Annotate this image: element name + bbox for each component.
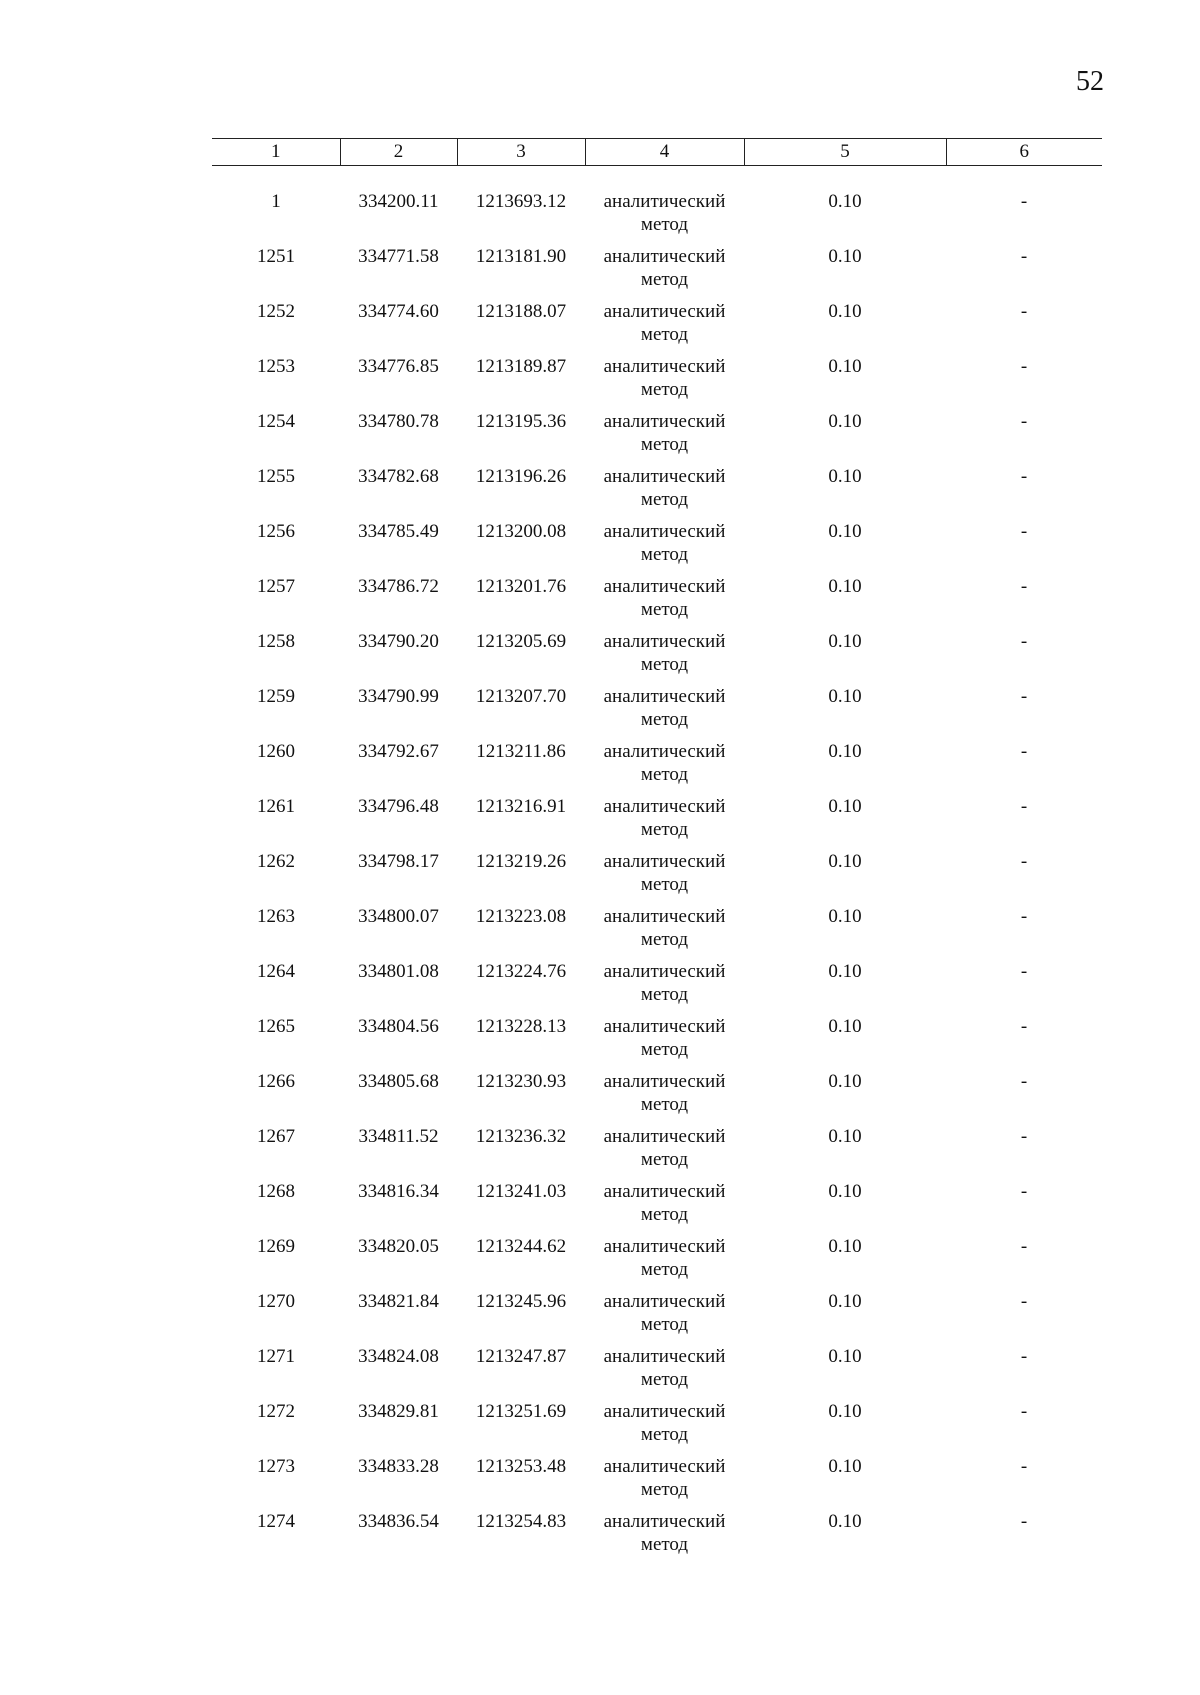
point-number-cell: 1268	[257, 1181, 295, 1202]
x-coordinate-cell: 334790.99	[358, 686, 439, 707]
method-cell	[585, 1455, 744, 1510]
y-coordinate-cell: 1213228.13	[475, 1016, 567, 1037]
x-coordinate-cell: 334774.60	[358, 301, 439, 322]
column-header: 3	[457, 139, 585, 166]
method-line-2: метод	[640, 269, 689, 290]
column-header: 2	[340, 139, 457, 166]
method-line-2: метод	[640, 1149, 689, 1170]
table-row	[212, 300, 1102, 355]
x-coordinate-cell: 334821.84	[358, 1291, 439, 1312]
method-line-2: метод	[640, 1534, 689, 1555]
point-number-cell: 1259	[257, 686, 295, 707]
point-number-cell: 1270	[257, 1291, 295, 1312]
point-number-cell: 1254	[257, 411, 295, 432]
accuracy-cell: 0.10	[828, 686, 862, 707]
x-coordinate-cell: 334796.48	[358, 796, 439, 817]
description-cell: -	[1020, 1291, 1028, 1312]
table-row	[212, 190, 1102, 245]
description-cell: -	[1020, 1126, 1028, 1147]
method-line-1: аналитический	[603, 576, 726, 597]
y-coordinate-cell: 1213254.83	[475, 1511, 567, 1532]
table-row	[212, 1125, 1102, 1180]
method-line-1: аналитический	[603, 741, 726, 762]
method-line-1: аналитический	[603, 631, 726, 652]
table-row	[212, 1510, 1102, 1565]
y-coordinate-cell: 1213241.03	[475, 1181, 567, 1202]
description-cell: -	[1020, 246, 1028, 267]
point-number-cell: 1265	[257, 1016, 295, 1037]
table-row	[212, 520, 1102, 575]
point-number-cell: 1262	[257, 851, 295, 872]
point-number-cell: 1271	[257, 1346, 295, 1367]
method-cell	[585, 355, 744, 410]
description-cell: -	[1020, 301, 1028, 322]
table-row	[212, 245, 1102, 300]
table-row	[212, 1070, 1102, 1125]
method-line-1: аналитический	[603, 191, 726, 212]
table-row	[212, 1345, 1102, 1400]
method-line-2: метод	[640, 1039, 689, 1060]
method-cell	[585, 245, 744, 300]
method-cell	[585, 575, 744, 630]
y-coordinate-cell: 1213216.91	[475, 796, 567, 817]
x-coordinate-cell: 334804.56	[358, 1016, 439, 1037]
description-cell: -	[1020, 796, 1028, 817]
table-row	[212, 410, 1102, 465]
method-line-1: аналитический	[603, 851, 726, 872]
y-coordinate-cell: 1213181.90	[475, 246, 567, 267]
point-number-cell: 1252	[257, 301, 295, 322]
method-line-2: метод	[640, 654, 689, 675]
y-coordinate-cell: 1213244.62	[475, 1236, 567, 1257]
table-row	[212, 795, 1102, 850]
method-line-1: аналитический	[603, 686, 726, 707]
description-cell: -	[1020, 191, 1028, 212]
method-line-1: аналитический	[603, 906, 726, 927]
y-coordinate-cell: 1213188.07	[475, 301, 567, 322]
y-coordinate-cell: 1213200.08	[475, 521, 567, 542]
point-number-cell: 1273	[257, 1456, 295, 1477]
point-number-cell: 1260	[257, 741, 295, 762]
method-line-1: аналитический	[603, 1126, 726, 1147]
column-header: 5	[744, 139, 946, 166]
method-cell	[585, 960, 744, 1015]
x-coordinate-cell: 334792.67	[358, 741, 439, 762]
method-cell	[585, 300, 744, 355]
method-line-2: метод	[640, 1204, 689, 1225]
method-line-2: метод	[640, 1259, 689, 1280]
point-number-cell: 1269	[257, 1236, 295, 1257]
method-cell	[585, 1125, 744, 1180]
method-cell	[585, 1070, 744, 1125]
y-coordinate-cell: 1213219.26	[475, 851, 567, 872]
table-row	[212, 1235, 1102, 1290]
x-coordinate-cell: 334800.07	[358, 906, 439, 927]
x-coordinate-cell: 334785.49	[358, 521, 439, 542]
method-cell	[585, 190, 744, 245]
method-line-2: метод	[640, 1479, 689, 1500]
description-cell: -	[1020, 1016, 1028, 1037]
method-line-2: метод	[640, 434, 689, 455]
table-row	[212, 685, 1102, 740]
y-coordinate-cell: 1213230.93	[475, 1071, 567, 1092]
method-line-2: метод	[640, 489, 689, 510]
x-coordinate-cell: 334836.54	[358, 1511, 439, 1532]
point-number-cell: 1258	[257, 631, 295, 652]
method-line-2: метод	[640, 599, 689, 620]
description-cell: -	[1020, 521, 1028, 542]
method-line-2: метод	[640, 1314, 689, 1335]
table-row	[212, 1400, 1102, 1455]
method-cell	[585, 410, 744, 465]
method-line-2: метод	[640, 874, 689, 895]
x-coordinate-cell: 334786.72	[358, 576, 439, 597]
description-cell: -	[1020, 576, 1028, 597]
method-line-1: аналитический	[603, 466, 726, 487]
method-cell	[585, 1015, 744, 1070]
column-header: 6	[946, 139, 1102, 166]
table-row	[212, 1290, 1102, 1345]
accuracy-cell: 0.10	[828, 1291, 862, 1312]
accuracy-cell: 0.10	[828, 466, 862, 487]
accuracy-cell: 0.10	[828, 906, 862, 927]
method-line-2: метод	[640, 544, 689, 565]
method-line-2: метод	[640, 984, 689, 1005]
accuracy-cell: 0.10	[828, 1346, 862, 1367]
point-number-cell: 1	[271, 191, 281, 212]
method-line-1: аналитический	[603, 1181, 726, 1202]
description-cell: -	[1020, 631, 1028, 652]
method-cell	[585, 1290, 744, 1345]
y-coordinate-cell: 1213247.87	[475, 1346, 567, 1367]
table-row	[212, 355, 1102, 410]
method-cell	[585, 465, 744, 520]
method-line-2: метод	[640, 214, 689, 235]
y-coordinate-cell: 1213211.86	[476, 741, 566, 762]
method-line-1: аналитический	[603, 1456, 726, 1477]
method-line-1: аналитический	[603, 796, 726, 817]
method-cell	[585, 850, 744, 905]
accuracy-cell: 0.10	[828, 796, 862, 817]
point-number-cell: 1251	[257, 246, 295, 267]
accuracy-cell: 0.10	[828, 191, 862, 212]
y-coordinate-cell: 1213253.48	[475, 1456, 567, 1477]
table-body	[212, 166, 1102, 1566]
accuracy-cell: 0.10	[828, 631, 862, 652]
x-coordinate-cell: 334780.78	[358, 411, 439, 432]
point-number-cell: 1274	[257, 1511, 295, 1532]
description-cell: -	[1020, 961, 1028, 982]
method-cell	[585, 905, 744, 960]
accuracy-cell: 0.10	[828, 576, 862, 597]
x-coordinate-cell: 334820.05	[358, 1236, 439, 1257]
y-coordinate-cell: 1213223.08	[475, 906, 567, 927]
accuracy-cell: 0.10	[828, 851, 862, 872]
y-coordinate-cell: 1213693.12	[475, 191, 567, 212]
x-coordinate-cell: 334805.68	[358, 1071, 439, 1092]
method-line-1: аналитический	[603, 1016, 726, 1037]
table-row	[212, 1455, 1102, 1510]
method-line-1: аналитический	[603, 246, 726, 267]
table-row	[212, 575, 1102, 630]
description-cell: -	[1020, 1456, 1028, 1477]
description-cell: -	[1020, 356, 1028, 377]
method-line-2: метод	[640, 379, 689, 400]
description-cell: -	[1020, 741, 1028, 762]
y-coordinate-cell: 1213189.87	[475, 356, 567, 377]
y-coordinate-cell: 1213207.70	[475, 686, 567, 707]
point-number-cell: 1266	[257, 1071, 295, 1092]
method-cell	[585, 795, 744, 850]
accuracy-cell: 0.10	[828, 1126, 862, 1147]
y-coordinate-cell: 1213201.76	[475, 576, 567, 597]
method-line-2: метод	[640, 929, 689, 950]
coordinates-table	[212, 138, 1102, 1565]
description-cell: -	[1020, 1236, 1028, 1257]
accuracy-cell: 0.10	[828, 356, 862, 377]
table-row	[212, 850, 1102, 905]
method-line-2: метод	[640, 819, 689, 840]
table-header-row	[212, 139, 1102, 166]
accuracy-cell: 0.10	[828, 1071, 862, 1092]
point-number-cell: 1272	[257, 1401, 295, 1422]
accuracy-cell: 0.10	[828, 1456, 862, 1477]
description-cell: -	[1020, 1071, 1028, 1092]
description-cell: -	[1020, 686, 1028, 707]
accuracy-cell: 0.10	[828, 961, 862, 982]
description-cell: -	[1020, 1181, 1028, 1202]
method-line-2: метод	[640, 1094, 689, 1115]
method-line-1: аналитический	[603, 1346, 726, 1367]
y-coordinate-cell: 1213196.26	[475, 466, 567, 487]
accuracy-cell: 0.10	[828, 1511, 862, 1532]
method-line-1: аналитический	[603, 1401, 726, 1422]
method-cell	[585, 630, 744, 685]
method-line-1: аналитический	[603, 1236, 726, 1257]
method-line-1: аналитический	[603, 411, 726, 432]
x-coordinate-cell: 334801.08	[358, 961, 439, 982]
method-line-1: аналитический	[603, 1291, 726, 1312]
method-line-1: аналитический	[603, 1071, 726, 1092]
point-number-cell: 1261	[257, 796, 295, 817]
point-number-cell: 1257	[257, 576, 295, 597]
y-coordinate-cell: 1213236.32	[475, 1126, 567, 1147]
description-cell: -	[1020, 1511, 1028, 1532]
point-number-cell: 1267	[257, 1126, 295, 1147]
x-coordinate-cell: 334811.52	[358, 1126, 439, 1147]
point-number-cell: 1264	[257, 961, 295, 982]
table-row	[212, 1015, 1102, 1070]
x-coordinate-cell: 334833.28	[358, 1456, 439, 1477]
method-line-1: аналитический	[603, 1511, 726, 1532]
method-cell	[585, 520, 744, 575]
accuracy-cell: 0.10	[828, 1401, 862, 1422]
method-cell	[585, 1180, 744, 1235]
y-coordinate-cell: 1213195.36	[475, 411, 567, 432]
accuracy-cell: 0.10	[828, 1181, 862, 1202]
description-cell: -	[1020, 411, 1028, 432]
page-number: 52	[1076, 66, 1104, 97]
method-line-1: аналитический	[603, 356, 726, 377]
x-coordinate-cell: 334200.11	[358, 191, 439, 212]
x-coordinate-cell: 334798.17	[358, 851, 439, 872]
coordinates-table-wrapper	[212, 138, 1102, 1565]
method-line-2: метод	[640, 1369, 689, 1390]
x-coordinate-cell: 334816.34	[358, 1181, 439, 1202]
accuracy-cell: 0.10	[828, 1016, 862, 1037]
method-line-2: метод	[640, 324, 689, 345]
accuracy-cell: 0.10	[828, 246, 862, 267]
x-coordinate-cell: 334790.20	[358, 631, 439, 652]
method-cell	[585, 1510, 744, 1565]
y-coordinate-cell: 1213245.96	[475, 1291, 567, 1312]
description-cell: -	[1020, 1401, 1028, 1422]
x-coordinate-cell: 334782.68	[358, 466, 439, 487]
table-row	[212, 1180, 1102, 1235]
point-number-cell: 1263	[257, 906, 295, 927]
x-coordinate-cell: 334771.58	[358, 246, 439, 267]
point-number-cell: 1255	[257, 466, 295, 487]
method-cell	[585, 1235, 744, 1290]
y-coordinate-cell: 1213205.69	[475, 631, 567, 652]
point-number-cell: 1256	[257, 521, 295, 542]
method-cell	[585, 1400, 744, 1455]
x-coordinate-cell: 334829.81	[358, 1401, 439, 1422]
column-header: 1	[212, 139, 340, 166]
method-cell	[585, 1345, 744, 1400]
method-line-2: метод	[640, 1424, 689, 1445]
method-line-2: метод	[640, 764, 689, 785]
x-coordinate-cell: 334776.85	[358, 356, 439, 377]
table-row	[212, 740, 1102, 795]
y-coordinate-cell: 1213224.76	[475, 961, 567, 982]
method-line-1: аналитический	[603, 301, 726, 322]
column-header: 4	[585, 139, 744, 166]
accuracy-cell: 0.10	[828, 1236, 862, 1257]
accuracy-cell: 0.10	[828, 411, 862, 432]
description-cell: -	[1020, 851, 1028, 872]
description-cell: -	[1020, 1346, 1028, 1367]
table-row	[212, 630, 1102, 685]
description-cell: -	[1020, 466, 1028, 487]
description-cell: -	[1020, 906, 1028, 927]
table-row	[212, 960, 1102, 1015]
method-line-1: аналитический	[603, 521, 726, 542]
y-coordinate-cell: 1213251.69	[475, 1401, 567, 1422]
table-row	[212, 905, 1102, 960]
point-number-cell: 1253	[257, 356, 295, 377]
table-row	[212, 465, 1102, 520]
method-line-2: метод	[640, 709, 689, 730]
method-cell	[585, 740, 744, 795]
method-cell	[585, 685, 744, 740]
accuracy-cell: 0.10	[828, 521, 862, 542]
accuracy-cell: 0.10	[828, 301, 862, 322]
table-spacer	[212, 166, 1102, 191]
x-coordinate-cell: 334824.08	[358, 1346, 439, 1367]
method-line-1: аналитический	[603, 961, 726, 982]
accuracy-cell: 0.10	[828, 741, 862, 762]
